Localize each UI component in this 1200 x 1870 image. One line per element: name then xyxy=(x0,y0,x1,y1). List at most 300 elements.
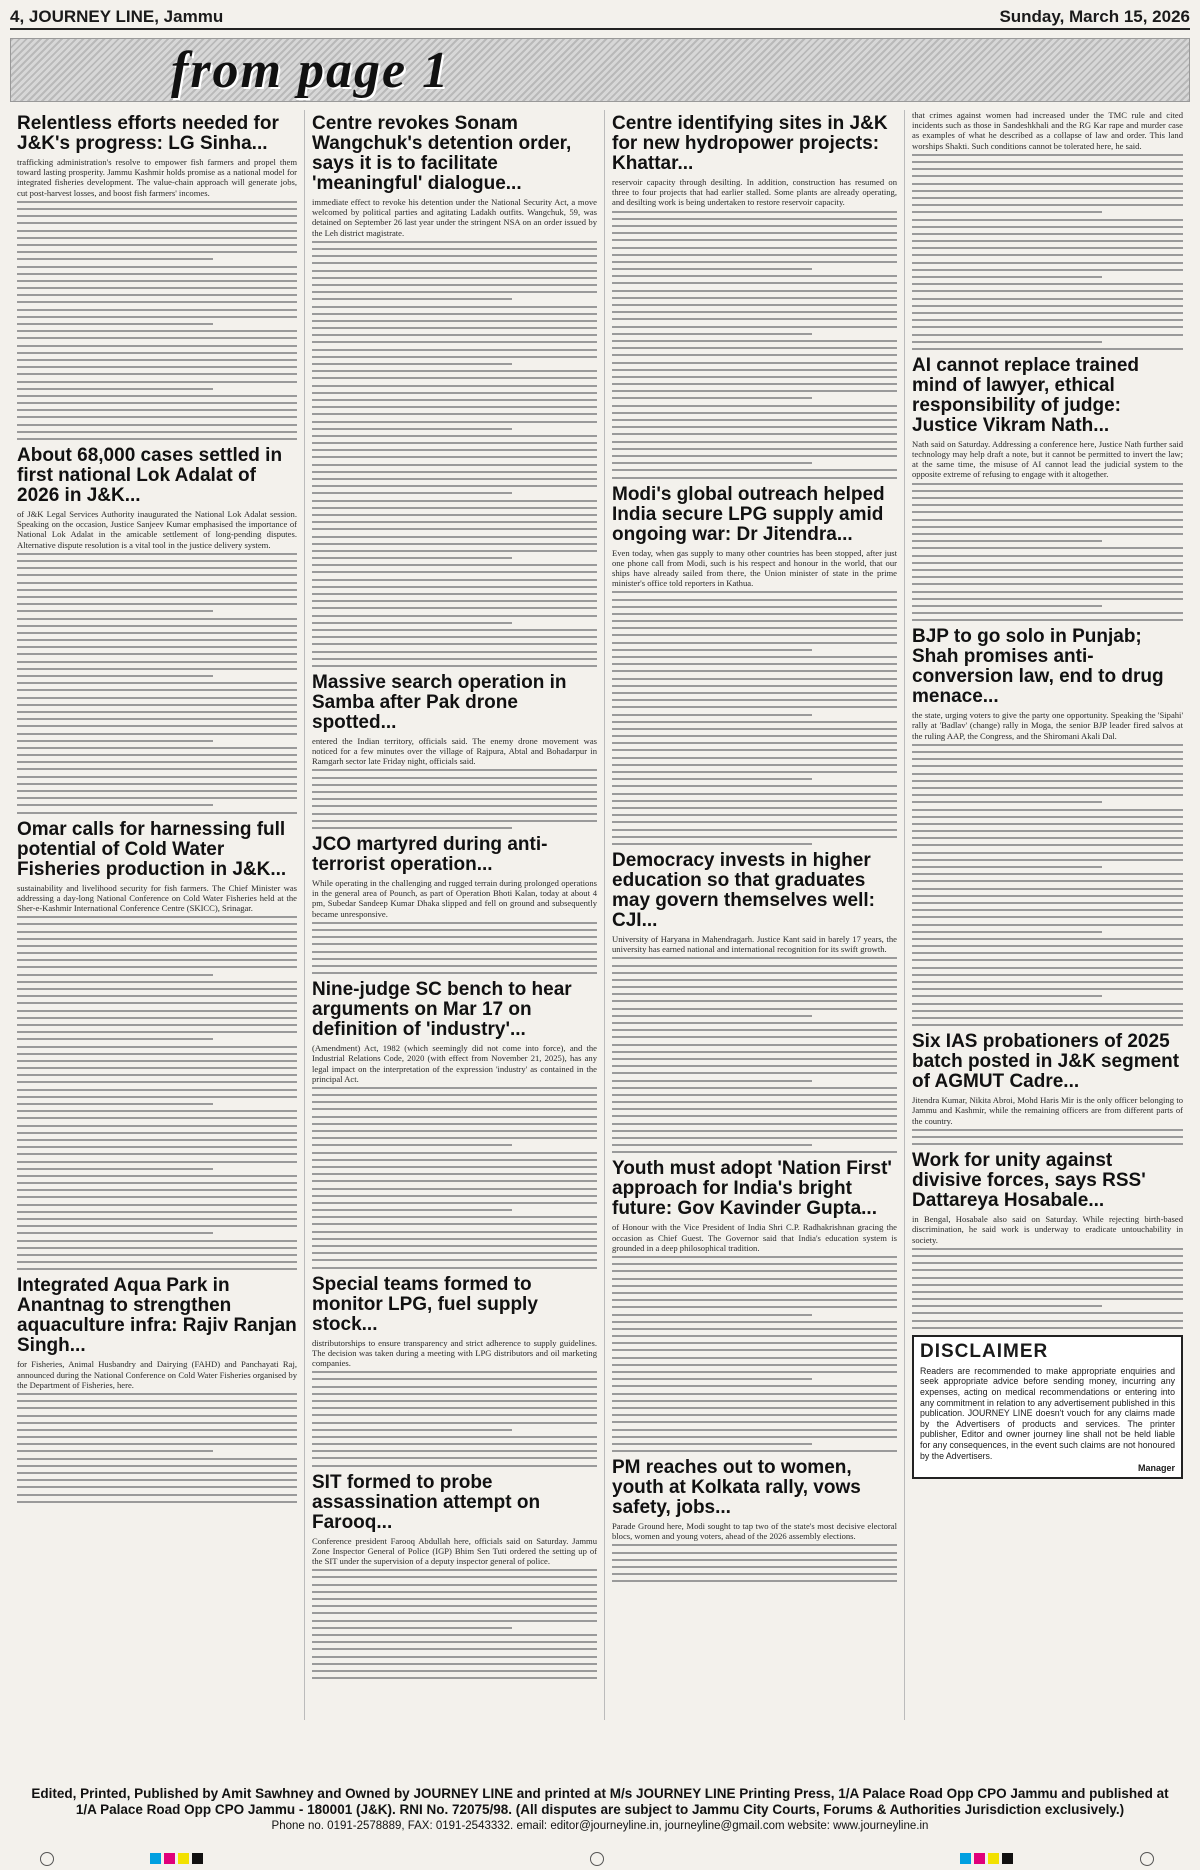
text-line xyxy=(912,547,1183,549)
text-line xyxy=(612,326,897,328)
text-line xyxy=(612,347,897,349)
text-line xyxy=(612,1151,897,1153)
text-line xyxy=(612,735,897,737)
section-title: from page 1 xyxy=(171,42,451,99)
text-line xyxy=(17,1117,297,1119)
text-line xyxy=(312,500,597,502)
contact-line: Phone no. 0191-2578889, FAX: 0191-2543332. email: editor@journeyline.in, journeyline@gmail.com website: www.journeyline.in xyxy=(271,1820,929,1832)
text-line xyxy=(912,298,1183,300)
text-line xyxy=(312,958,597,960)
text-line xyxy=(312,805,597,807)
imprint-footer xyxy=(0,1786,1200,1832)
article-headline: Relentless efforts needed for J&K's progress: LG Sinha... xyxy=(17,113,279,154)
text-line xyxy=(612,211,897,213)
text-line xyxy=(612,1270,897,1272)
article-headline: Work for unity against divisive forces, says RSS' Dattareya Hosabale... xyxy=(912,1150,1146,1212)
text-line xyxy=(912,1284,1183,1286)
text-line xyxy=(17,1053,297,1055)
text-line xyxy=(17,646,297,648)
text-line xyxy=(612,1342,897,1344)
text-line xyxy=(612,247,897,249)
text-line xyxy=(312,262,597,264)
text-line xyxy=(912,511,1183,513)
text-line xyxy=(912,1298,1183,1300)
text-line xyxy=(312,943,597,945)
text-line xyxy=(17,1393,297,1395)
text-line xyxy=(17,1211,297,1213)
text-line xyxy=(17,553,297,555)
text-line xyxy=(17,1089,297,1091)
article-headline: Centre revokes Sonam Wangchuk's detention order, says it is to facilitate 'meaningful' dialogue... xyxy=(312,113,572,194)
text-line xyxy=(312,492,512,494)
text-line xyxy=(17,596,297,598)
text-line xyxy=(312,291,597,293)
article-body: distributorships to ensure transparency and strict adherence to supply guidelines. The decision was taken during a meeting with LPG distributors and oil marketing companies. xyxy=(312,1337,597,1369)
text-line xyxy=(17,790,297,792)
text-line xyxy=(17,1125,297,1127)
text-line xyxy=(17,1240,297,1242)
article xyxy=(612,114,897,479)
text-line xyxy=(612,634,897,636)
text-line xyxy=(912,154,1183,156)
text-line xyxy=(312,579,597,581)
text-line xyxy=(912,1017,1183,1019)
text-line xyxy=(17,352,297,354)
text-line xyxy=(17,988,297,990)
text-line xyxy=(17,675,213,677)
text-line xyxy=(912,583,1183,585)
disclaimer-title: DISCLAIMER xyxy=(920,1340,1049,1362)
text-line xyxy=(17,661,297,663)
text-line xyxy=(17,1268,297,1270)
text-line xyxy=(17,740,213,742)
text-line xyxy=(17,388,213,390)
registration-marks xyxy=(0,1852,1200,1866)
text-line xyxy=(312,320,597,322)
text-line xyxy=(912,1320,1183,1322)
text-line xyxy=(312,1195,597,1197)
text-line xyxy=(17,1103,213,1105)
text-line xyxy=(612,599,897,601)
article xyxy=(912,356,1183,621)
article xyxy=(312,1473,597,1679)
article-body: Even today, when gas supply to many other countries has been stopped, after just one phone call from Modi, such is his respect and honour in the world, that our ships have already sailed from there, the Union minister of state in the prime minister's office told reporters in Kathua. xyxy=(612,547,897,589)
text-line xyxy=(17,222,297,224)
text-line xyxy=(17,1196,297,1198)
text-line xyxy=(17,280,297,282)
text-line xyxy=(612,1371,897,1373)
column-3 xyxy=(605,110,905,1720)
text-line xyxy=(17,1074,297,1076)
text-line xyxy=(612,1036,897,1038)
text-line xyxy=(912,974,1183,976)
text-line xyxy=(612,318,897,320)
text-line xyxy=(17,1232,213,1234)
text-line xyxy=(312,435,597,437)
text-line xyxy=(17,995,297,997)
text-line xyxy=(612,986,897,988)
text-line xyxy=(612,1299,897,1301)
text-line xyxy=(612,1094,897,1096)
text-line xyxy=(912,319,1183,321)
text-line xyxy=(312,241,597,243)
text-line xyxy=(312,651,597,653)
text-line xyxy=(312,1386,597,1388)
text-line xyxy=(312,658,597,660)
text-line xyxy=(312,1656,597,1658)
text-line xyxy=(612,1087,897,1089)
text-line xyxy=(912,1003,1183,1005)
text-line xyxy=(612,218,897,220)
text-line xyxy=(612,1314,812,1316)
article-headline: Omar calls for harnessing full potential of Cold Water Fisheries production in J&K... xyxy=(17,818,287,880)
text-line xyxy=(312,820,597,822)
text-line xyxy=(312,1591,597,1593)
article xyxy=(17,820,297,1271)
text-line xyxy=(912,844,1183,846)
text-line xyxy=(17,1254,297,1256)
text-line xyxy=(17,1038,213,1040)
text-line xyxy=(912,262,1183,264)
text-line xyxy=(17,1139,297,1141)
text-line xyxy=(912,1305,1102,1307)
article-text-block xyxy=(312,241,597,667)
text-line xyxy=(312,1116,597,1118)
text-line xyxy=(312,1188,597,1190)
cyan-swatch xyxy=(150,1853,161,1864)
text-line xyxy=(612,1306,897,1308)
text-line xyxy=(612,225,897,227)
registration-circle-icon xyxy=(590,1852,604,1866)
text-line xyxy=(17,610,213,612)
text-line xyxy=(612,1566,897,1568)
text-line xyxy=(17,273,297,275)
text-line xyxy=(312,392,597,394)
text-line xyxy=(17,1002,297,1004)
registration-circle-icon xyxy=(1140,1852,1154,1866)
article-headline: Integrated Aqua Park in Anantnag to strengthen aquaculture infra: Rajiv Ranjan Singh... xyxy=(17,1275,297,1357)
text-line xyxy=(312,629,597,631)
text-line xyxy=(612,627,897,629)
text-line xyxy=(912,1269,1183,1271)
text-line xyxy=(912,1129,1183,1131)
text-line xyxy=(312,334,597,336)
article-body: entered the Indian territory, officials said. The enemy drone movement was noticed for a few minutes over the village of Rajpura, Abtal and Bohadarpur in Ramgarh sector late Friday night, officials said. xyxy=(312,735,597,767)
text-line xyxy=(612,254,897,256)
text-line xyxy=(912,290,1183,292)
text-line xyxy=(912,794,1183,796)
text-line xyxy=(312,951,597,953)
text-line xyxy=(312,1393,597,1395)
article-body: sustainability and livelihood security for fish farmers. The Chief Minister was addressing a day-long National Conference on Cold Water Fisheries held at the Sher-e-Kashmir International Conference Centre (SKICC), Srinagar. xyxy=(17,882,297,913)
article-headline: Centre identifying sites in J&K for new hydropower projects: Khattar... xyxy=(612,113,888,174)
text-line xyxy=(912,233,1183,235)
article-body: Nath said on Saturday. Addressing a conference here, Justice Nath further said technology may help draft a note, but it cannot be permitted to invert the law; at the same time, the misuse of AI cannot lead the judicial system to the opposite extreme of refusing to engage with it altogether. xyxy=(912,438,1183,480)
text-line xyxy=(312,1173,597,1175)
text-line xyxy=(912,787,1183,789)
text-line xyxy=(612,1115,897,1117)
text-line xyxy=(612,405,897,407)
text-line xyxy=(17,359,297,361)
text-line xyxy=(17,938,297,940)
article-body: the state, urging voters to give the party one opportunity. Speaking the 'Sipahi' rally at 'Badlav' (change) rally in Moga, the senior BJP leader fired salvos at the ruling AAP, the Congress, and the Shiromani Akali Dal. xyxy=(912,710,1183,741)
text-line xyxy=(612,383,897,385)
text-line xyxy=(612,304,897,306)
text-line xyxy=(912,240,1183,242)
text-line xyxy=(612,232,897,234)
text-line xyxy=(612,972,897,974)
text-line xyxy=(912,276,1102,278)
text-line xyxy=(612,290,897,292)
text-line xyxy=(17,1261,297,1263)
text-line xyxy=(612,261,897,263)
article-text-block xyxy=(912,744,1183,1026)
text-line xyxy=(312,377,597,379)
text-line xyxy=(912,211,1102,213)
text-line xyxy=(612,1429,897,1431)
text-line xyxy=(912,555,1183,557)
text-line xyxy=(17,668,297,670)
text-line xyxy=(312,564,597,566)
text-line xyxy=(312,363,512,365)
text-line xyxy=(912,751,1183,753)
article-body: Jitendra Kumar, Nikita Abroi, Mohd Haris Mir is the only officer belonging to Jammu and Kashmir, while the remaining officers are from different parts of the country. xyxy=(912,1095,1183,1126)
article xyxy=(612,1458,897,1582)
text-line xyxy=(17,301,297,303)
black-swatch xyxy=(192,1853,203,1864)
text-line xyxy=(612,268,812,270)
text-line xyxy=(912,895,1183,897)
article xyxy=(312,1275,597,1467)
text-line xyxy=(612,376,897,378)
text-line xyxy=(312,1166,597,1168)
text-line xyxy=(312,1137,597,1139)
text-line xyxy=(17,337,297,339)
disclaimer-text: Readers are recommended to make appropriate enquiries and seek appropriate advice before sending money, incurring any expenses, acting on medical recommendations or entering into any commitment in relation to any advertisement published in this publication. JOURNEY LINE doesn't vouch for any claims made by the Advertisers of products and services. The printer publisher, Editor and owner journey line shall not be held liable for any consequences, in the event such claims are not honoured by the Advertisers. xyxy=(920,1365,1175,1461)
text-line xyxy=(17,632,297,634)
text-line xyxy=(17,258,213,260)
text-line xyxy=(17,1225,297,1227)
text-line xyxy=(17,560,297,562)
text-line xyxy=(912,967,1183,969)
text-line xyxy=(912,1277,1183,1279)
article-body: (Amendment) Act, 1982 (which seemingly did not come into force), and the Industrial Relations Code, 2020 (with effect from November 21, 2025), has any legal impact on the interpretation of the expression 'industry' as contained in the principal Act. xyxy=(312,1043,597,1084)
text-line xyxy=(17,316,297,318)
text-line xyxy=(17,945,297,947)
text-line xyxy=(912,497,1183,499)
text-line xyxy=(312,1634,597,1636)
text-line xyxy=(912,924,1183,926)
text-line xyxy=(312,1414,597,1416)
text-line xyxy=(612,462,812,464)
text-line xyxy=(312,255,597,257)
text-line xyxy=(912,341,1102,343)
text-line xyxy=(612,1400,897,1402)
text-line xyxy=(912,190,1183,192)
disclaimer-signature: Manager xyxy=(1137,1463,1175,1474)
text-line xyxy=(17,1407,297,1409)
text-line xyxy=(612,1335,897,1337)
text-line xyxy=(312,528,597,530)
article-headline: Modi's global outreach helped India secure LPG supply amid ongoing war: Dr Jitendra... xyxy=(612,483,885,545)
text-line xyxy=(612,1029,897,1031)
text-line xyxy=(912,809,1183,811)
text-line xyxy=(612,771,897,773)
text-line xyxy=(312,1202,597,1204)
text-line xyxy=(612,362,897,364)
text-line xyxy=(312,622,512,624)
text-line xyxy=(912,859,1183,861)
text-line xyxy=(17,1494,297,1496)
text-line xyxy=(612,1580,897,1582)
text-line xyxy=(312,550,597,552)
text-line xyxy=(312,1627,512,1629)
text-line xyxy=(17,416,297,418)
text-line xyxy=(312,615,597,617)
text-line xyxy=(612,699,897,701)
text-line xyxy=(312,313,597,315)
text-line xyxy=(912,283,1183,285)
text-line xyxy=(17,1060,297,1062)
text-line xyxy=(312,1087,597,1089)
text-line xyxy=(912,988,1183,990)
text-line xyxy=(17,1486,297,1488)
text-line xyxy=(912,204,1183,206)
text-line xyxy=(312,306,597,308)
text-line xyxy=(17,215,297,217)
text-line xyxy=(17,574,297,576)
text-line xyxy=(912,569,1183,571)
article xyxy=(17,1276,297,1502)
article-text-block xyxy=(17,553,297,814)
text-line xyxy=(612,843,812,845)
text-line xyxy=(912,1024,1183,1026)
text-line xyxy=(612,721,897,723)
text-line xyxy=(312,972,597,974)
text-line xyxy=(612,821,897,823)
black-swatch xyxy=(1002,1853,1013,1864)
text-line xyxy=(17,1110,297,1112)
text-line xyxy=(17,682,297,684)
text-line xyxy=(17,237,297,239)
text-line xyxy=(612,1101,897,1103)
text-line xyxy=(612,1000,897,1002)
text-line xyxy=(912,1255,1183,1257)
text-line xyxy=(912,591,1183,593)
text-line xyxy=(612,591,897,593)
text-line xyxy=(912,562,1183,564)
text-line xyxy=(312,456,597,458)
text-line xyxy=(312,1180,597,1182)
text-line xyxy=(17,1415,297,1417)
text-line xyxy=(17,1458,297,1460)
text-line xyxy=(17,625,297,627)
text-line xyxy=(17,804,213,806)
text-line xyxy=(312,1123,597,1125)
text-line xyxy=(312,1443,597,1445)
article-text-block xyxy=(612,591,897,845)
text-line xyxy=(312,1231,597,1233)
text-line xyxy=(312,600,597,602)
article-headline: Youth must adopt 'Nation First' approach for India's bright future: Gov Kavinder Gupta... xyxy=(612,1158,892,1220)
article-headline: Massive search operation in Samba after Pak drone spotted... xyxy=(312,671,567,733)
text-line xyxy=(312,1252,597,1254)
text-line xyxy=(612,793,897,795)
text-line xyxy=(17,1081,297,1083)
text-line xyxy=(17,1422,297,1424)
text-line xyxy=(612,1263,897,1265)
text-line xyxy=(17,373,297,375)
text-line xyxy=(312,507,597,509)
text-line xyxy=(312,586,597,588)
text-line xyxy=(312,1648,597,1650)
text-line xyxy=(17,567,297,569)
text-line xyxy=(17,639,297,641)
article-text-block xyxy=(17,201,297,440)
text-line xyxy=(612,1378,812,1380)
text-line xyxy=(17,725,297,727)
article-body: University of Haryana in Mahendragarh. Justice Kant said in barely 17 years, the university has earned national and international recognition for its swift growth. xyxy=(612,933,897,955)
text-line xyxy=(612,678,897,680)
text-line xyxy=(17,208,297,210)
text-line xyxy=(312,936,597,938)
text-line xyxy=(17,1189,297,1191)
text-line xyxy=(17,1429,297,1431)
masthead-left: 4, JOURNEY LINE, Jammu xyxy=(10,7,224,26)
text-line xyxy=(17,1479,297,1481)
text-line xyxy=(912,981,1183,983)
text-line xyxy=(17,1218,297,1220)
article-text-block xyxy=(312,1087,597,1269)
text-line xyxy=(17,1046,297,1048)
text-line xyxy=(612,785,897,787)
text-line xyxy=(312,965,597,967)
text-line xyxy=(612,455,897,457)
text-line xyxy=(312,665,597,667)
text-line xyxy=(612,1328,897,1330)
article-headline: JCO martyred during anti-terrorist operation... xyxy=(312,833,548,875)
column-4 xyxy=(905,110,1190,1720)
text-line xyxy=(612,1544,897,1546)
column-2 xyxy=(305,110,605,1720)
text-line xyxy=(612,433,897,435)
text-line xyxy=(17,438,297,440)
text-line xyxy=(17,1501,297,1503)
article xyxy=(912,1032,1183,1145)
text-line xyxy=(312,593,597,595)
text-line xyxy=(912,348,1183,350)
text-line xyxy=(612,297,897,299)
article-headline: Six IAS probationers of 2025 batch posted in J&K segment of AGMUT Cadre... xyxy=(912,1031,1180,1093)
text-line xyxy=(17,1031,297,1033)
text-line xyxy=(312,1152,597,1154)
text-line xyxy=(312,449,597,451)
text-line xyxy=(312,1436,597,1438)
text-line xyxy=(912,519,1183,521)
text-line xyxy=(912,269,1183,271)
text-line xyxy=(612,1443,812,1445)
article-text-block xyxy=(912,1129,1183,1145)
text-line xyxy=(612,1108,897,1110)
text-line xyxy=(912,945,1183,947)
text-line xyxy=(17,603,297,605)
text-line xyxy=(912,801,1102,803)
article xyxy=(612,851,897,1153)
text-line xyxy=(312,485,597,487)
text-line xyxy=(912,880,1183,882)
text-line xyxy=(612,1285,897,1287)
text-line xyxy=(612,397,812,399)
